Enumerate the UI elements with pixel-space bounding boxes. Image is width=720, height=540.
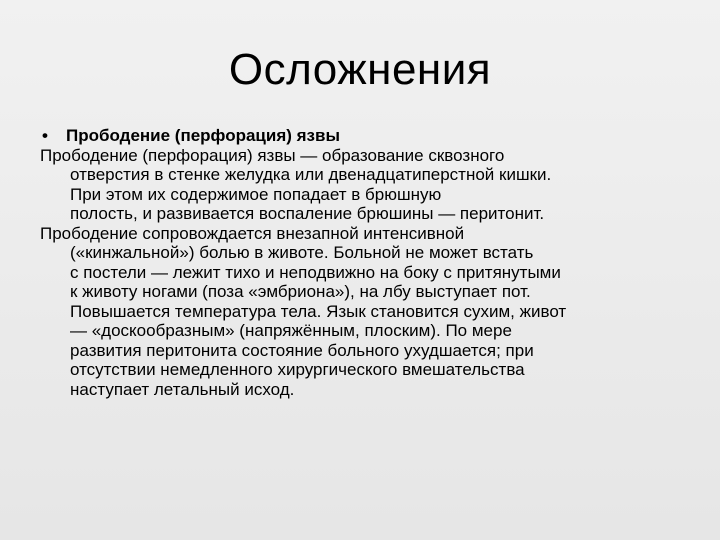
- slide-body: [40, 126, 660, 399]
- bullet-icon: •: [42, 126, 48, 145]
- paragraph-perforation-definition: [40, 146, 660, 224]
- paragraph-line: («кинжальной») болью в животе. Больной не может встать: [70, 243, 534, 262]
- paragraph-line: к животу ногами (поза «эмбриона»), на лбу выступает пот.: [70, 282, 531, 301]
- bullet-text: Прободение (перфорация) язвы: [66, 126, 340, 145]
- paragraph-line: Прободение (перфорация) язвы — образование сквозного: [40, 145, 505, 165]
- paragraph-line: отсутствии немедленного хирургического вмешательства: [70, 360, 525, 379]
- paragraph-line: Прободение сопровождается внезапной интенсивной: [40, 223, 465, 243]
- slide-title: Осложнения: [228, 45, 492, 94]
- paragraph-line: развития перитонита состояние больного ухудшается; при: [70, 340, 534, 360]
- paragraph-perforation-symptoms: [40, 224, 660, 400]
- bullet-item: [40, 126, 660, 146]
- paragraph-line: полость, и развивается воспаление брюшины — перитонит.: [70, 204, 545, 223]
- paragraph-line: отверстия в стенке желудка или двенадцатиперстной кишки.: [70, 165, 552, 184]
- paragraph-line: наступает летальный исход.: [70, 379, 295, 399]
- paragraph-line: Повышается температура тела. Язык становится сухим, живот: [70, 301, 567, 321]
- paragraph-line: с постели — лежит тихо и неподвижно на боку с притянутыми: [70, 262, 561, 282]
- paragraph-line: — «доскообразным» (напряжённым, плоским). По мере: [70, 321, 512, 340]
- paragraph-line: При этом их содержимое попадает в брюшную: [70, 184, 442, 204]
